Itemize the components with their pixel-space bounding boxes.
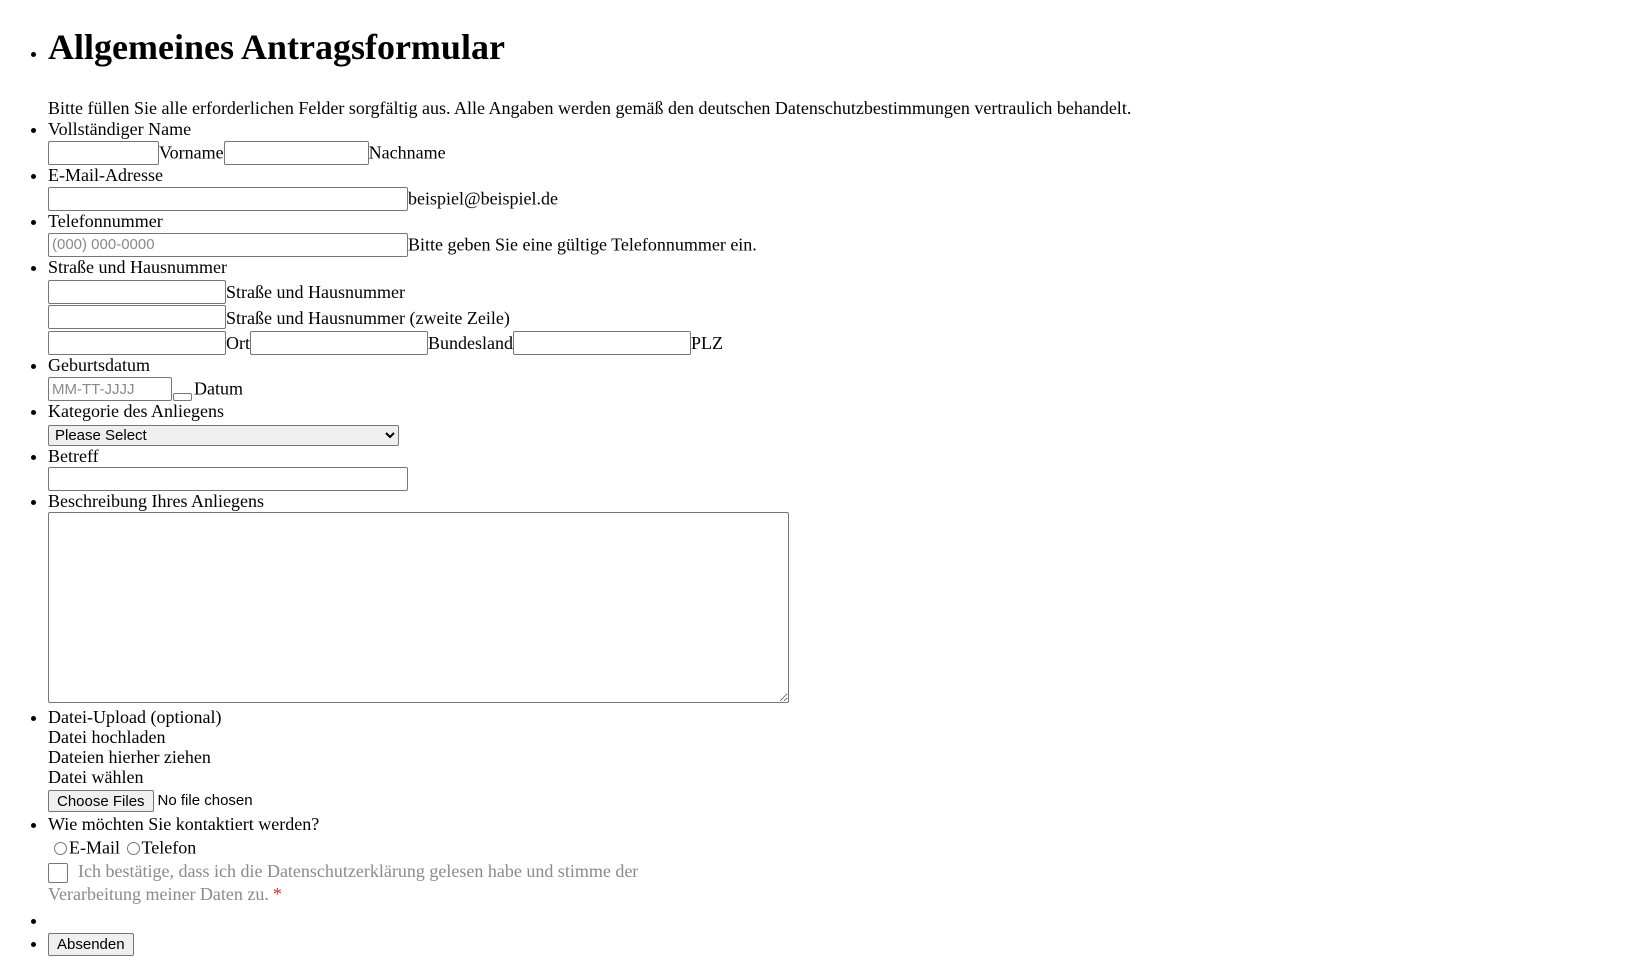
category-select[interactable] [48, 425, 399, 446]
field-birthdate [48, 355, 1642, 401]
intro-text: Bitte füllen Sie alle erforderlichen Felder sorgfältig aus. Alle Angaben werden gemäß den deutschen Datenschutzbestimmungen vertraulich behandelt. [48, 98, 1132, 118]
email-label: • E-Mail-Adresse [48, 164, 163, 185]
upload-line-1: Datei hochladen [48, 727, 166, 748]
choose-files-button[interactable]: Choose Files [48, 790, 154, 812]
calendar-icon[interactable] [173, 393, 192, 401]
consent-block [48, 860, 648, 906]
upload-drop-text: Dateien hierher ziehen [48, 747, 211, 768]
last-name-input[interactable] [224, 141, 369, 165]
address-line1-sublabel: Straße und Hausnummer [226, 281, 405, 302]
submit-button[interactable]: Absenden [48, 933, 134, 956]
consent-checkbox[interactable] [48, 863, 68, 883]
category-label: • Kategorie des Anliegens [48, 401, 224, 422]
field-address [48, 257, 1642, 356]
email-sublabel: beispiel@beispiel.de [408, 188, 559, 209]
contact-email-radio[interactable] [54, 842, 67, 855]
subject-label: • Betreff [48, 445, 99, 466]
field-full-name [48, 119, 1642, 165]
upload-label: • Datei-Upload (optional) [48, 707, 222, 728]
phone-label: • Telefonnummer [48, 210, 163, 231]
file-status: No file chosen [157, 792, 253, 810]
page-title: • Allgemeines Antragsformular [48, 27, 505, 67]
consent-text: Ich bestätige, dass ich die Datenschutzerklärung gelesen habe und stimme der Verarbeitung meiner Daten zu. [48, 860, 639, 904]
contact-phone-label: Telefon [141, 837, 197, 858]
birthdate-sublabel: Datum [194, 378, 243, 399]
empty-item [48, 910, 1642, 933]
field-email [48, 165, 1642, 211]
field-submit [48, 933, 1642, 956]
state-sublabel: Bundesland [428, 333, 513, 354]
address-line2-input[interactable] [48, 305, 226, 329]
last-name-sublabel: Nachname [368, 142, 446, 163]
zip-sublabel: PLZ [691, 333, 724, 354]
city-sublabel: Ort [226, 333, 250, 354]
email-input[interactable] [48, 187, 408, 211]
phone-sublabel: Bitte geben Sie eine gültige Telefonnummer ein. [408, 234, 757, 255]
phone-input[interactable] [48, 233, 408, 257]
upload-choose-text: Datei wählen [48, 767, 144, 788]
field-category [48, 401, 1642, 445]
first-name-input[interactable] [48, 141, 159, 165]
city-input[interactable] [48, 331, 226, 355]
field-upload [48, 707, 1642, 812]
state-input[interactable] [250, 331, 428, 355]
description-label: • Beschreibung Ihres Anliegens [48, 491, 264, 512]
first-name-sublabel: Vorname [159, 142, 224, 163]
contact-phone-radio[interactable] [127, 842, 140, 855]
contact-label: • Wie möchten Sie kontaktiert werden? [48, 814, 320, 835]
address-line1-input[interactable] [48, 280, 226, 304]
birthdate-input[interactable] [48, 377, 172, 401]
description-textarea[interactable] [48, 512, 789, 703]
form-header [48, 0, 1642, 119]
contact-email-label: E-Mail [69, 837, 120, 858]
subject-input[interactable] [48, 467, 408, 491]
required-mark: * [272, 883, 282, 904]
address-label: • Straße und Hausnummer [48, 256, 227, 277]
address-line2-sublabel: Straße und Hausnummer (zweite Zeile) [226, 307, 510, 328]
field-subject [48, 446, 1642, 492]
zip-input[interactable] [513, 331, 691, 355]
field-phone [48, 211, 1642, 257]
birthdate-label: • Geburtsdatum [48, 355, 150, 376]
field-description [48, 491, 1642, 703]
field-contact [48, 814, 1642, 905]
full-name-label: • Vollständiger Name [48, 119, 192, 139]
